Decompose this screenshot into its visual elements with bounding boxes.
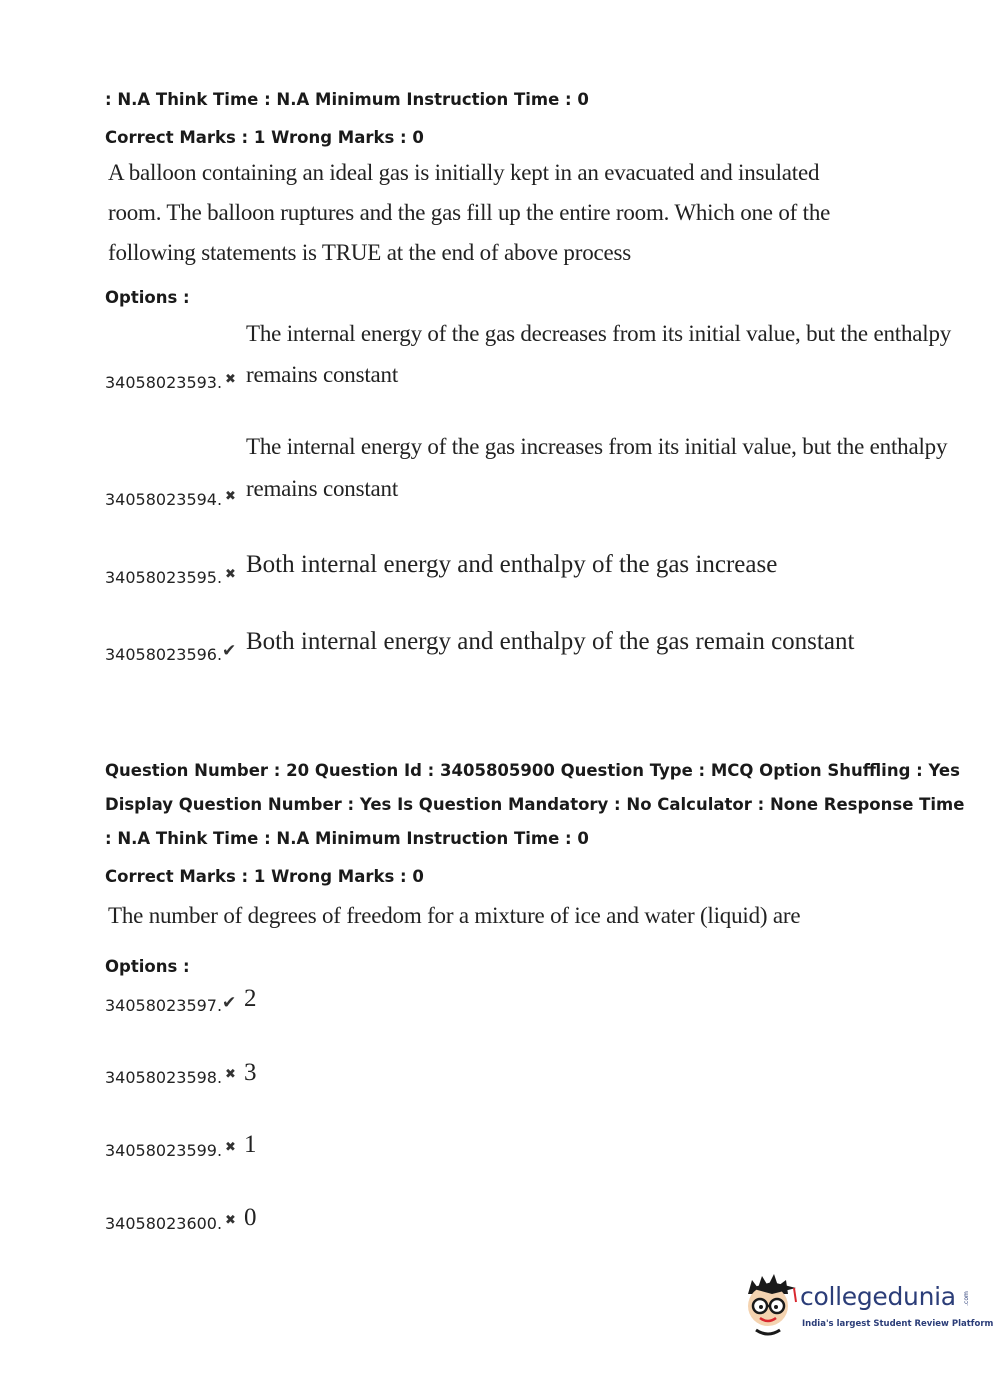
q19-option-4-id: 34058023596. [105,645,223,664]
q19-meta-line: : N.A Think Time : N.A Minimum Instruction Time : 0 [105,90,589,109]
wrong-mark-icon: ✖ [225,1213,236,1228]
q19-question-line-3: following statements is TRUE at the end of above process [108,240,632,265]
q20-option-2-id: 34058023598. [105,1068,223,1087]
q20-option-1-id: 34058023597. [105,996,223,1015]
q20-option-4-id: 34058023600. [105,1214,223,1233]
q19-option-1-line-1: The internal energy of the gas decreases from its initial value, but the enthalpy [246,321,952,346]
q20-option-3-id: 34058023599. [105,1141,223,1160]
q20-option-2-text: 3 [244,1059,257,1086]
q19-option-2-line-2: remains constant [246,476,399,501]
q19-option-2-id: 34058023594. [105,490,223,509]
q19-option-1-id: 34058023593. [105,373,223,392]
q20-question: The number of degrees of freedom for a mixture of ice and water (liquid) are [108,903,801,928]
q19-question-line-1: A balloon containing an ideal gas is initially kept in an evacuated and insulated [108,160,820,185]
q20-option-3-text: 1 [244,1131,257,1158]
wrong-mark-icon: ✖ [225,372,236,387]
q20-marks: Correct Marks : 1 Wrong Marks : 0 [105,867,424,886]
correct-mark-icon: ✔ [222,993,237,1013]
logo-wordmark: collegedunia [800,1282,956,1311]
q19-option-3-id: 34058023595. [105,568,223,587]
wrong-mark-icon: ✖ [225,1067,236,1082]
q19-options-label: Options : [105,288,190,307]
collegedunia-logo [742,1272,994,1342]
logo-tagline: India's largest Student Review Platform [802,1319,994,1329]
q20-meta-line-1: Question Number : 20 Question Id : 3405805900 Question Type : MCQ Option Shuffling : Yes [105,761,960,780]
q19-option-4-text: Both internal energy and enthalpy of the gas remain constant [246,628,855,655]
wrong-mark-icon: ✖ [225,489,236,504]
q19-option-3-text: Both internal energy and enthalpy of the gas increase [246,551,778,578]
wrong-mark-icon: ✖ [225,1140,236,1155]
q19-question-line-2: room. The balloon ruptures and the gas fill up the entire room. Which one of the [108,200,831,225]
q19-option-2-line-1: The internal energy of the gas increases from its initial value, but the enthalpy [246,434,948,459]
q20-meta-line-3: : N.A Think Time : N.A Minimum Instruction Time : 0 [105,829,589,848]
q20-option-4-text: 0 [244,1204,257,1231]
logo-domain-suffix: .com [962,1291,970,1306]
correct-mark-icon: ✔ [222,641,237,661]
q20-options-label: Options : [105,957,190,976]
q20-option-1-text: 2 [244,985,257,1012]
wrong-mark-icon: ✖ [225,567,236,582]
q19-option-1-line-2: remains constant [246,362,399,387]
mascot-icon [742,1272,800,1342]
q20-meta-line-2: Display Question Number : Yes Is Question Mandatory : No Calculator : None Response Time [105,795,965,814]
q19-marks: Correct Marks : 1 Wrong Marks : 0 [105,128,424,147]
